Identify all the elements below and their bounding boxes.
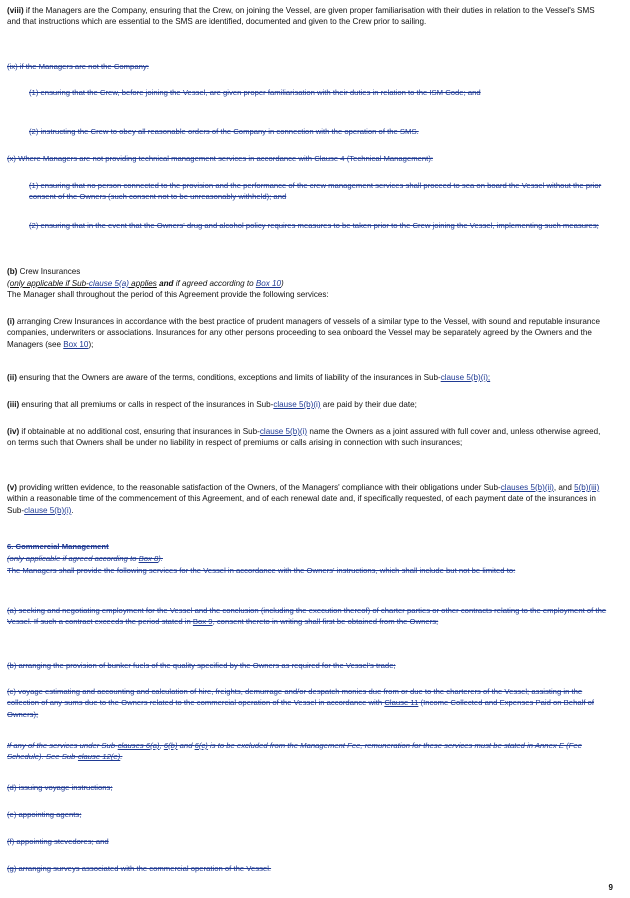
paragraph-ix — [7, 61, 610, 72]
struck-text: (e) appointing agents; — [7, 810, 82, 819]
paragraph-x — [7, 153, 610, 164]
clause-4-link[interactable]: Clause 4 — [314, 154, 345, 163]
struck-text: (g) arranging surveys associated with the commercial operation of the Vessel. — [7, 864, 272, 873]
item-label: (viii) — [7, 6, 24, 15]
paragraph-b-ii — [7, 372, 610, 383]
sub-text: if agreed according to — [173, 279, 256, 288]
paragraph-viii — [7, 5, 610, 28]
struck-text: (d) issuing voyage instructions; — [7, 783, 113, 792]
box-8-link[interactable]: Box 8 — [138, 554, 159, 563]
clause-5bi-link[interactable]: clause 5(b)(i); — [440, 373, 491, 382]
paragraph-b-v — [7, 482, 610, 516]
sub-text: and — [156, 279, 174, 288]
paragraph-ix-2 — [29, 126, 612, 137]
clause-11-link[interactable]: Clause 11 — [384, 698, 419, 708]
clause-5a-link[interactable]: clause 5(a) — [88, 279, 129, 288]
page-number: 9 — [608, 883, 613, 892]
section-b-heading — [7, 266, 610, 277]
paragraph-b-i — [7, 316, 610, 350]
struck-text: , — [159, 741, 164, 750]
paragraph-ix-1 — [29, 87, 612, 98]
paragraph-b-iv — [7, 426, 610, 449]
struck-text: , consent thereto in writing shall first be obtained from the Owners; — [212, 617, 439, 627]
sub-text: ) — [281, 279, 284, 288]
paragraph-text: if the Managers are the Company, ensuring that the Crew, on joining the Vessel, are given proper familiarisation with their duties in relation to the Vessel's SMS and that instructions which are essential to the SMS are identified, documented and given to the Crew prior to sailing. — [7, 6, 595, 27]
clause-5bi-link[interactable]: clause 5(b)(i) — [259, 427, 308, 436]
paragraph-text: , and — [553, 483, 575, 492]
paragraph-text: within a reasonable time of the commencement of this Agreement, and of each renewal date and, if specifically requested, of each payment date of the insurances in Sub- — [7, 494, 596, 515]
struck-text: ). — [158, 554, 163, 563]
clause-6a-link[interactable]: clauses 6(a) — [117, 741, 160, 750]
struck-text: and — [177, 741, 195, 750]
heading-text: Crew Insurances — [17, 267, 81, 276]
clause-5biii-link[interactable]: 5(b)(iii) — [574, 483, 600, 492]
struck-text: (2) instructing the Crew to obey all reasonable orders of the Company in connection with the operation of the SMS. — [29, 127, 419, 136]
item-label: (b) — [7, 267, 18, 276]
struck-text: (only applicable if agreed according to — [7, 554, 139, 563]
paragraph-b-iii — [7, 399, 610, 410]
paragraph-x-2 — [29, 220, 612, 231]
struck-text: (ix) if the Managers are not the Company: — [7, 62, 149, 71]
item-label: (i) — [7, 317, 15, 326]
struck-text: 6. Commercial Management — [7, 542, 109, 551]
struck-text: (1) ensuring that no person connected to the provision and the performance of the crew management services shall proceed to sea on board the Vessel without the prior consent of the Owners (such consent not to be unreasonably withheld); and — [29, 181, 602, 202]
section-6-note — [7, 740, 610, 763]
clause-6c-link[interactable]: 6(c) — [194, 741, 208, 750]
struck-text: (f) appointing stevedores; and — [7, 837, 109, 846]
paragraph-6g — [7, 863, 610, 874]
paragraph-text: arranging Crew Insurances in accordance with the best practice of prudent managers of vessels of a similar type to the Vessel, with sound and reputable insurance companies, underwriters or associations. Insurances for any other persons proceeding to sea onboard the Vessel may be separately agreed by the Owners and the Managers (see — [7, 317, 600, 349]
paragraph-text: providing written evidence, to the reasonable satisfaction of the Owners, of the Managers' compliance with their obligations under Sub- — [16, 483, 501, 492]
paragraph-6d — [7, 782, 610, 793]
item-label: (v) — [7, 483, 17, 492]
paragraph-6b — [7, 660, 610, 671]
paragraph-text: are paid by their due date; — [320, 400, 417, 409]
box-10-link[interactable]: Box 10 — [63, 339, 89, 349]
intro-text: The Manager shall throughout the period of this Agreement provide the following services: — [7, 290, 329, 299]
item-label: (ii) — [7, 373, 17, 382]
struck-text: (x) Where Managers are not providing technical management services in accordance with — [7, 154, 315, 163]
struck-text: (Technical Management): — [344, 154, 434, 163]
struck-text: If any of the services under Sub- — [7, 741, 118, 750]
item-label: (iv) — [7, 427, 20, 436]
struck-text: . — [120, 752, 123, 762]
paragraph-x-1 — [29, 180, 612, 203]
clause-5bi-link[interactable]: clause 5(b)(i) — [273, 400, 321, 409]
section-b-subheading — [7, 278, 610, 289]
paragraph-6c — [7, 686, 610, 720]
paragraph-text: . — [71, 505, 74, 515]
box-10-link[interactable]: Box 10 — [255, 279, 282, 288]
struck-text: (2) ensuring that in the event that the Owners' drug and alcohol policy requires measures to be taken prior to the Crew joining the Vessel, implementing such measures; — [29, 221, 599, 230]
sub-text: applies — [128, 279, 157, 288]
paragraph-text: name the Owners as a joint assured with full cover and, unless otherwise agreed, on terms such that Owners shall be under no liability in respect of premiums or calls arising in connection with such insurances; — [7, 427, 601, 448]
sub-text: (only applicable if Sub- — [7, 279, 89, 288]
paragraph-6e — [7, 809, 610, 820]
section-6-subheading — [7, 553, 610, 564]
clause-5bi-link[interactable]: clause 5(b)(i) — [24, 505, 72, 515]
struck-text: (1) ensuring that the Crew, before joining the Vessel, are given proper familiarisation with their duties in relation to the ISM Code; and — [29, 88, 481, 97]
paragraph-text: ensuring that all premiums or calls in respect of the insurances in Sub- — [19, 400, 274, 409]
section-6-intro — [7, 565, 610, 576]
clause-5bii-link[interactable]: clauses 5(b)(ii) — [500, 483, 554, 492]
struck-text: is to be excluded from the Management Fee, remuneration for these services must be stated in Annex E (Fee Schedule). See Sub- — [7, 741, 582, 762]
clause-12e-link[interactable]: clause 12(e) — [77, 752, 121, 762]
clause-6b-link[interactable]: 6(b) — [163, 741, 178, 750]
box-9-link[interactable]: Box 9 — [192, 617, 213, 627]
paragraph-text: if obtainable at no additional cost, ensuring that insurances in Sub- — [19, 427, 260, 436]
paragraph-6f — [7, 836, 610, 847]
struck-text: (c) voyage estimating and accounting and calculation of hire, freights, demurrage and/or despatch monies due from or due to the charterers of the Vessel; assisting in the collection of any sums due to the Owners related to the commercial operation of the Vessel in accordance with — [7, 687, 583, 708]
paragraph-text: ensuring that the Owners are aware of the terms, conditions, exceptions and limits of liability of the insurances in Sub- — [16, 373, 441, 382]
paragraph-text: ); — [88, 339, 94, 349]
section-b-intro — [7, 289, 610, 300]
struck-text: (Income Collected and Expenses Paid on Behalf of Owners); — [7, 698, 595, 719]
struck-text: (a) seeking and negotiating employment for the Vessel and the conclusion (including the execution thereof) of charter parties or other contracts relating to the employment of the Vessel. If such a contract exceeds the period stated in — [7, 606, 607, 627]
item-label: (iii) — [7, 400, 20, 409]
section-6-heading — [7, 541, 610, 552]
paragraph-6a — [7, 605, 610, 628]
struck-text: (b) arranging the provision of bunker fuels of the quality specified by the Owners as required for the Vessel's trade; — [7, 661, 396, 670]
struck-text: The Managers shall provide the following services for the Vessel in accordance with the Owners' instructions, which shall include but not be limited to: — [7, 566, 516, 575]
